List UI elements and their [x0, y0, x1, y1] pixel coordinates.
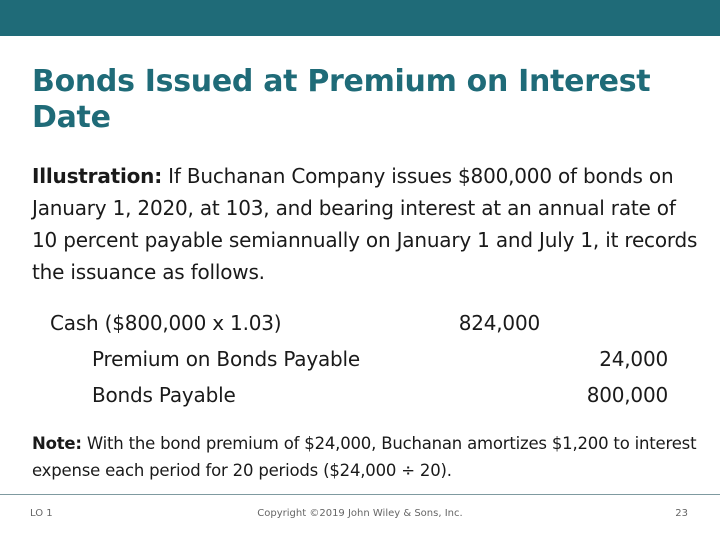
- illustration-paragraph: [32, 160, 702, 288]
- journal-account-cash: Cash ($800,000 x 1.03): [50, 311, 282, 335]
- note-text: With the bond premium of $24,000, Buchanan amortizes $1,200 to interest expense each period for 20 periods ($24,000 ÷ 20).: [32, 434, 697, 480]
- journal-debit-cash: 824,000: [458, 311, 540, 335]
- illustration-lead: Illustration:: [32, 164, 163, 188]
- slide-title: Bonds Issued at Premium on Interest Date: [32, 64, 651, 135]
- footer-page-number: 23: [675, 508, 688, 519]
- journal-credit-bonds-payable: 800,000: [586, 383, 668, 407]
- note-paragraph: [32, 430, 702, 484]
- journal-credit-premium: 24,000: [599, 347, 668, 371]
- journal-account-bonds-payable: Bonds Payable: [92, 383, 236, 407]
- journal-account-premium: Premium on Bonds Payable: [92, 347, 360, 371]
- footer-learning-objective: LO 1: [30, 508, 53, 519]
- illustration-text: If Buchanan Company issues $800,000 of bonds on January 1, 2020, at 103, and bearing interest at an annual rate of 10 percent payable semiannually on January 1 and July 1, it records the issuance as follows.: [32, 164, 698, 284]
- footer-divider: [0, 494, 720, 495]
- footer-copyright: Copyright ©2019 John Wiley & Sons, Inc.: [257, 508, 463, 519]
- note-lead: Note:: [32, 434, 82, 453]
